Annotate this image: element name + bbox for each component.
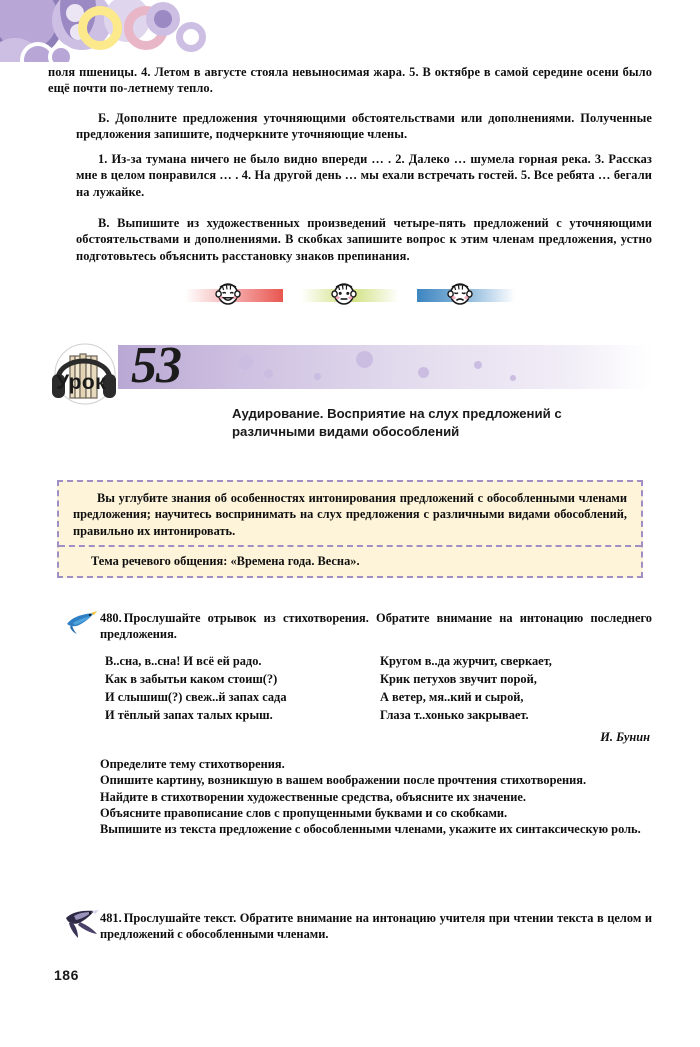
aim-divider bbox=[59, 545, 641, 547]
task-b-block bbox=[76, 110, 652, 143]
task-item: Выпишите из текста предложение с обособленными членами, укажите их синтаксическую роль. bbox=[100, 822, 641, 837]
mood-indicator-row bbox=[185, 286, 515, 310]
dark-bird-icon bbox=[62, 908, 100, 940]
lesson-number: 53 bbox=[131, 337, 181, 394]
task-item: Объясните правописание слов с пропущенными буквами и со скобками. bbox=[100, 805, 508, 820]
decorative-header-band bbox=[0, 0, 700, 62]
deco-dot bbox=[418, 367, 429, 378]
exercise-480-number: 480. bbox=[100, 611, 122, 625]
sentences-block bbox=[76, 151, 652, 200]
poem-line: И слышиш(?) свеж..й запах сада bbox=[105, 690, 287, 704]
lesson-aim-box bbox=[57, 480, 643, 578]
exercise-481-text bbox=[100, 910, 652, 943]
task-b-text: Б. Дополните предложения уточняющими обстоятельствами или дополнениями. Полученные предложения запишите, подчеркните уточняющие члены. bbox=[76, 111, 652, 142]
task-item: Найдите в стихотворении художественные средства, объясните их значение. bbox=[100, 789, 526, 804]
lesson-header-band bbox=[118, 345, 652, 389]
continued-text: поля пшеницы. 4. Летом в августе стояла невыносимая жара. 5. В октябре в самой середине осени было ещё почти по-летнему тепло. bbox=[48, 65, 652, 96]
exercise-480-instruction bbox=[100, 610, 652, 643]
deco-circle bbox=[52, 48, 70, 62]
task-v-text: В. Выпишите из художественных произведений четыре-пять предложений с уточняющими обстоятельствами и дополнениями. В скобках запишите вопрос к этим членам предложения, устно подготовьтесь объяснить расстановку знаков препинания. bbox=[76, 216, 652, 263]
deco-dot bbox=[474, 361, 482, 369]
continued-paragraph bbox=[48, 64, 652, 97]
task-v-block bbox=[76, 215, 652, 264]
poem-line: Кругом в..да журчит, сверкает, bbox=[380, 654, 552, 668]
deco-dot bbox=[510, 375, 516, 381]
poem-left-column bbox=[105, 652, 375, 724]
sad-face-icon bbox=[447, 282, 473, 306]
happy-face-icon bbox=[215, 282, 241, 306]
deco-ring-yellow bbox=[78, 6, 122, 50]
poem-line: Крик петухов звучит порой, bbox=[380, 672, 537, 686]
mood-item-happy bbox=[185, 286, 283, 302]
mood-item-neutral bbox=[301, 286, 399, 302]
poem-line: А ветер, мя..кий и сырой, bbox=[380, 690, 524, 704]
mood-item-sad bbox=[417, 286, 515, 302]
deco-dot bbox=[314, 373, 321, 380]
exercise-481-instruction bbox=[100, 910, 652, 943]
poem-right-column bbox=[380, 652, 645, 724]
exercise-480-text bbox=[100, 610, 652, 643]
deco-ring bbox=[176, 22, 206, 52]
lesson-title: Аудирование. Восприятие на слух предложений с различными видами обособлений bbox=[232, 406, 562, 439]
exercise-480-instruction-text: Прослушайте отрывок из стихотворения. Обратите внимание на интонацию последнего предложения. bbox=[100, 611, 652, 642]
deco-dot bbox=[356, 351, 373, 368]
deco-dot bbox=[238, 355, 253, 370]
lesson-word-label: Урок bbox=[56, 371, 107, 394]
page-number: 186 bbox=[54, 967, 79, 983]
aim-theme-text: Тема речевого общения: «Времена года. Весна». bbox=[91, 554, 360, 569]
deco-circle bbox=[154, 10, 172, 28]
poem-line: В..сна, в..сна! И всё ей радо. bbox=[105, 654, 262, 668]
exercise-481-number: 481. bbox=[100, 911, 122, 925]
header-band-row bbox=[0, 0, 700, 44]
poem-author: И. Бунин bbox=[600, 730, 650, 744]
task-item: Опишите картину, возникшую в вашем воображении после прочтения стихотворения. bbox=[100, 773, 587, 788]
aim-goal-text: Вы углубите знания об особенностях интонирования предложений с обособленными членами предложения; научитесь воспринимать на слух предложения с различными видами обособлений, правильно их интонировать. bbox=[73, 491, 627, 538]
exercise-481-instruction-text: Прослушайте текст. Обратите внимание на интонацию учителя при чтении текста в целом и предложений с обособленными членами. bbox=[100, 911, 652, 942]
poem-line: И тёплый запах талых крыш. bbox=[105, 708, 273, 722]
sentences-text: 1. Из-за тумана ничего не было видно впереди … . 2. Далеко … шумела горная река. 3. Рассказ мне в целом понравился … . 4. На другой день … мы ехали встречать гостей. 5. Все ребята … бегали на лужайке. bbox=[76, 152, 652, 199]
deco-dot bbox=[264, 369, 273, 378]
poem-line: Глаза т..хонько закрывает. bbox=[380, 708, 529, 722]
poem-line: Как в забытьи каком стоиш(?) bbox=[105, 672, 278, 686]
exercise-480-task-list bbox=[100, 756, 652, 837]
blue-bird-icon bbox=[64, 608, 98, 638]
neutral-face-icon bbox=[331, 282, 357, 306]
task-item: Определите тему стихотворения. bbox=[100, 757, 285, 771]
